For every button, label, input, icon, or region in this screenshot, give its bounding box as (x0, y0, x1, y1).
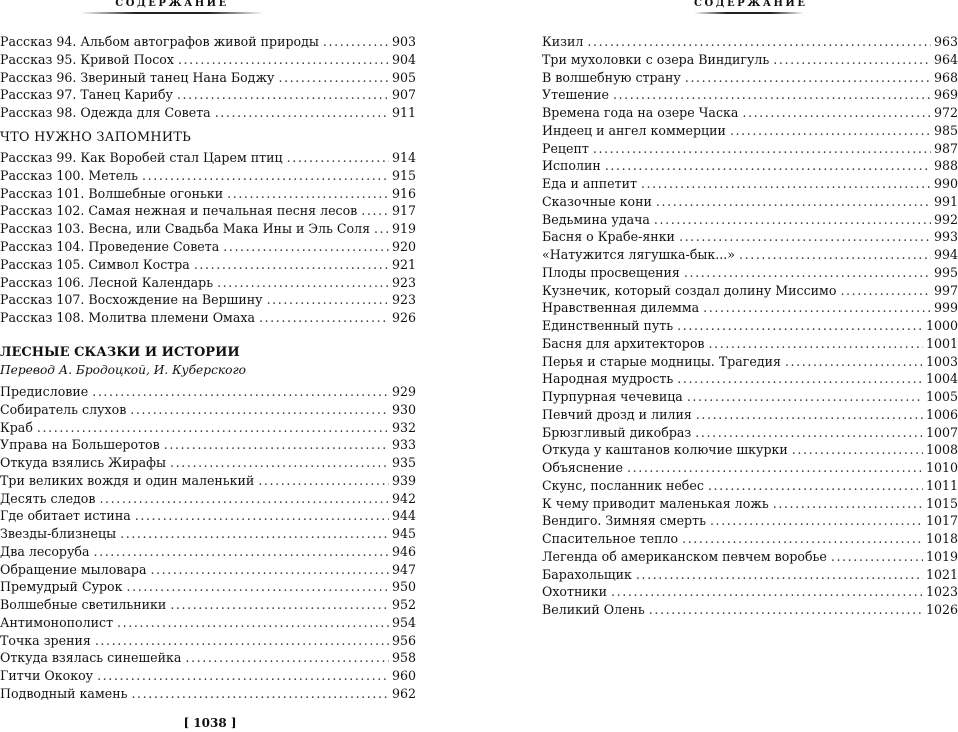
dot-leader (97, 667, 389, 685)
toc-entry (542, 228, 958, 246)
toc-entry-page: 904 (391, 52, 416, 67)
toc-entry (0, 667, 416, 685)
toc-entry-page: 930 (391, 402, 416, 417)
running-head-rule (694, 12, 804, 14)
toc-entry-title: Барахольщик (542, 567, 632, 582)
dot-leader (92, 383, 389, 401)
toc-entry-page: 960 (391, 668, 416, 683)
toc-entry-title: Певчий дрозд и лилия (542, 407, 692, 422)
toc-entry (542, 264, 958, 282)
toc-entry-title: Легенда об американском певчем воробье (542, 549, 827, 564)
toc-entry-page: 911 (391, 105, 416, 120)
dot-leader (613, 86, 931, 104)
toc-entry (0, 525, 416, 543)
toc-entry (542, 512, 958, 530)
dot-leader (287, 149, 389, 167)
toc-entry (0, 561, 416, 579)
dot-leader (170, 454, 389, 472)
toc-entry (542, 33, 958, 51)
toc-entry-title: Рассказ 100. Метель (0, 168, 139, 183)
toc-entry-title: К чему приводит маленькая ложь (542, 496, 769, 511)
dot-leader (710, 512, 923, 530)
dot-leader (131, 685, 389, 703)
toc-entry (542, 566, 958, 584)
toc-entry-page: 954 (391, 615, 416, 630)
toc-entry-page: 1005 (925, 389, 958, 404)
toc-entry-page: 1011 (925, 478, 958, 493)
toc-entry-page: 1019 (925, 549, 958, 564)
dot-leader (94, 543, 389, 561)
toc-entry-title: Управа на Большеротов (0, 437, 160, 452)
toc-entry-title: Кизил (542, 34, 584, 49)
toc-entry-page: 939 (391, 473, 416, 488)
dot-leader (687, 388, 923, 406)
toc-entry-page: 993 (933, 229, 958, 244)
toc-entry-title: Где обитает истина (0, 508, 131, 523)
toc-entry-page: 917 (391, 203, 416, 218)
toc-entry-page: 1018 (925, 531, 958, 546)
toc-entry (542, 424, 958, 442)
toc-entry-page: 915 (391, 168, 416, 183)
dot-leader (703, 299, 931, 317)
toc-entry-title: Десять следов (0, 491, 96, 506)
toc-entry-title: Перья и старые модницы. Трагедия (542, 354, 781, 369)
dot-leader (361, 202, 389, 220)
dot-leader (627, 459, 923, 477)
toc-entry (0, 238, 416, 256)
toc-entry (0, 383, 416, 401)
toc-entry-title: Брюзгливый дикобраз (542, 425, 692, 440)
toc-entry (542, 353, 958, 371)
dot-leader (120, 525, 389, 543)
toc-entry-title: Предисловие (0, 384, 89, 399)
toc-entry (0, 202, 416, 220)
toc-entry (542, 246, 958, 264)
dot-leader (649, 601, 923, 619)
toc-entry-title: Народная мудрость (542, 371, 674, 386)
toc-entry-page: 1001 (925, 336, 958, 351)
dot-leader (654, 211, 931, 229)
toc-entry-page: 964 (933, 52, 958, 67)
toc-entry (542, 157, 958, 175)
toc-entry-title: Исполин (542, 158, 601, 173)
toc-entry (542, 86, 958, 104)
toc-entry-title: Краб (0, 420, 33, 435)
dot-leader (611, 583, 923, 601)
dot-leader (177, 86, 389, 104)
book-heading: ЛЕСНЫЕ СКАЗКИ И ИСТОРИИ (0, 345, 240, 360)
toc-entry-title: Великий Олень (542, 602, 645, 617)
toc-entry-title: Охотники (542, 584, 608, 599)
toc-entry-page: 969 (933, 87, 958, 102)
toc-entry-title: Басня для архитекторов (542, 336, 705, 351)
toc-entry-page: 945 (391, 526, 416, 541)
toc-entry-page: 999 (933, 300, 958, 315)
toc-entry-title: Волшебные светильники (0, 597, 167, 612)
toc-entry (0, 578, 416, 596)
translator-credit: Перевод А. Бродоцкой, И. Куберского (0, 363, 247, 377)
toc-entry-title: Рассказ 107. Восхождение на Вершину (0, 292, 263, 307)
toc-entry (0, 596, 416, 614)
toc-entry (0, 507, 416, 525)
toc-entry-page: 946 (391, 544, 416, 559)
dot-leader (641, 175, 931, 193)
toc-entry-page: 963 (933, 34, 958, 49)
toc-entry (0, 454, 416, 472)
toc-entry-title: Рассказ 99. Как Воробей стал Царем птиц (0, 150, 283, 165)
dot-leader (227, 185, 389, 203)
dot-leader (605, 157, 931, 175)
toc-entry-page: 916 (391, 186, 416, 201)
dot-leader (95, 632, 389, 650)
toc-entry (0, 649, 416, 667)
toc-entry (0, 220, 416, 238)
running-head-rule (80, 12, 264, 14)
toc-entry-title: Рассказ 102. Самая нежная и печальная песня лесов (0, 203, 358, 218)
dot-leader (223, 238, 389, 256)
toc-entry (542, 601, 958, 619)
dot-leader (164, 436, 389, 454)
dot-leader (150, 561, 389, 579)
toc-entry-page: 987 (933, 141, 958, 156)
toc-entry-page: 1023 (925, 584, 958, 599)
toc-entry-title: Вендиго. Зимняя смерть (542, 513, 706, 528)
toc-entry (542, 211, 958, 229)
toc-entry-page: 952 (391, 597, 416, 612)
dot-leader (785, 353, 923, 371)
toc-entry (0, 436, 416, 454)
toc-entry-page: 914 (391, 150, 416, 165)
dot-leader (323, 33, 389, 51)
running-head-left (80, 0, 264, 14)
dot-leader (267, 291, 389, 309)
dot-leader (773, 51, 931, 69)
dot-leader (682, 530, 923, 548)
toc-entry-title: Три великих вождя и один маленький (0, 473, 255, 488)
toc-entry-page: 947 (391, 562, 416, 577)
toc-entry (0, 256, 416, 274)
toc-entry-title: Рассказ 97. Танец Карибу (0, 87, 173, 102)
toc-entry-title: Времена года на озере Часка (542, 105, 739, 120)
dot-leader (831, 548, 923, 566)
toc-entry-title: Обращение мыловара (0, 562, 147, 577)
toc-entry-title: Рассказ 95. Кривой Посох (0, 52, 174, 67)
toc-entry-page: 1021 (925, 567, 958, 582)
dot-leader (258, 472, 389, 490)
toc-entry-page: 935 (391, 455, 416, 470)
dot-leader (215, 104, 389, 122)
toc-entry-title: Собиратель слухов (0, 402, 127, 417)
toc-entry-page: 1007 (925, 425, 958, 440)
toc-entry (542, 441, 958, 459)
dot-leader (130, 401, 389, 419)
toc-entry-title: Кузнечик, который создал долину Миссимо (542, 283, 837, 298)
running-head-right (694, 0, 808, 14)
toc-entry-title: Ведьмина удача (542, 212, 650, 227)
toc-entry (0, 685, 416, 703)
toc-entry-title: Три мухоловки с озера Виндигуль (542, 52, 770, 67)
toc-entry-title: Гитчи Ококоу (0, 668, 94, 683)
toc-entry (542, 370, 958, 388)
toc-entry (542, 317, 958, 335)
section-heading: ЧТО НУЖНО ЗАПОМНИТЬ (0, 130, 192, 145)
dot-leader (685, 69, 931, 87)
toc-entry (542, 530, 958, 548)
toc-entry (0, 104, 416, 122)
dot-leader (792, 441, 923, 459)
toc-entry-title: Басня о Крабе-янки (542, 229, 675, 244)
toc-entry (542, 104, 958, 122)
toc-entry-title: Премудрый Сурок (0, 579, 123, 594)
toc-entry (0, 490, 416, 508)
toc-entry-page: 1006 (925, 407, 958, 422)
dot-leader (135, 507, 389, 525)
toc-entry (0, 632, 416, 650)
dot-leader (709, 335, 923, 353)
toc-entry-page: 907 (391, 87, 416, 102)
toc-entry (542, 335, 958, 353)
toc-entry-page: 985 (933, 123, 958, 138)
toc-entry-title: Пурпурная чечевица (542, 389, 683, 404)
toc-entry (0, 33, 416, 51)
toc-entry-page: 905 (391, 70, 416, 85)
toc-entry (542, 495, 958, 513)
toc-entry (542, 122, 958, 140)
toc-entry-page: 991 (933, 194, 958, 209)
dot-leader (677, 317, 923, 335)
toc-entry-title: Рассказ 106. Лесной Календарь (0, 275, 214, 290)
toc-entry (542, 193, 958, 211)
toc-entry-page: 926 (391, 310, 416, 325)
toc-entry-page: 921 (391, 257, 416, 272)
toc-entry (0, 149, 416, 167)
toc-entry-title: Рассказ 105. Символ Костра (0, 257, 190, 272)
toc-entry-page: 1026 (925, 602, 958, 617)
toc-entry (542, 175, 958, 193)
toc-entry-title: Нравственная дилемма (542, 300, 700, 315)
dot-leader (217, 274, 389, 292)
toc-entry-page: 962 (391, 686, 416, 701)
toc-entry-title: Подводный камень (0, 686, 128, 701)
dot-leader (696, 406, 923, 424)
toc-entry-page: 903 (391, 34, 416, 49)
dot-leader (185, 649, 389, 667)
toc-entry-page: 923 (391, 292, 416, 307)
toc-entry-page: 958 (391, 650, 416, 665)
toc-entry-title: Откуда взялись Жирафы (0, 455, 167, 470)
dot-leader (730, 122, 931, 140)
toc-entry (542, 583, 958, 601)
dot-leader (656, 193, 931, 211)
toc-entry-title: В волшебную страну (542, 70, 681, 85)
dot-leader (178, 51, 389, 69)
toc-entry-page: 932 (391, 420, 416, 435)
toc-entry-page: 1017 (925, 513, 958, 528)
toc-entry-page: 920 (391, 239, 416, 254)
toc-entry-page: 1000 (925, 318, 958, 333)
toc-entry-page: 1004 (925, 371, 958, 386)
toc-entry-title: Индеец и ангел коммерции (542, 123, 726, 138)
toc-entry (0, 309, 416, 327)
dot-leader (636, 566, 923, 584)
toc-entry-page: 1015 (925, 496, 958, 511)
toc-entry-title: Рассказ 94. Альбом автографов живой природы (0, 34, 319, 49)
toc-entry (0, 274, 416, 292)
toc-entry-title: Рассказ 98. Одежда для Совета (0, 105, 211, 120)
toc-entry-title: Два лесоруба (0, 544, 90, 559)
toc-entry (0, 185, 416, 203)
toc-entry-title: Рассказ 104. Проведение Совета (0, 239, 220, 254)
toc-entry (0, 419, 416, 437)
dot-leader (142, 167, 389, 185)
toc-entry-title: Откуда у каштанов колючие шкурки (542, 442, 788, 457)
toc-entry-page: 950 (391, 579, 416, 594)
toc-entry-page: 1010 (925, 460, 958, 475)
toc-entry-title: Точка зрения (0, 633, 91, 648)
toc-entry (0, 543, 416, 561)
dot-leader (374, 220, 389, 238)
toc-entry-page: 994 (933, 247, 958, 262)
toc-entry-page: 972 (933, 105, 958, 120)
dot-leader (37, 419, 389, 437)
dot-leader (742, 104, 931, 122)
toc-entry-title: «Натужится лягушка-бык...» (542, 247, 736, 262)
dot-leader (677, 370, 923, 388)
toc-entry-title: Рассказ 108. Молитва племени Омаха (0, 310, 255, 325)
toc-entry-title: Скунс, посланник небес (542, 478, 704, 493)
toc-entry (542, 299, 958, 317)
toc-entry (0, 614, 416, 632)
dot-leader (170, 596, 389, 614)
toc-entry-page: 995 (933, 265, 958, 280)
running-head-text: СОДЕРЖАНИЕ (115, 0, 229, 9)
toc-entry (0, 291, 416, 309)
toc-entry-title: Утешение (542, 87, 609, 102)
toc-entry-page: 929 (391, 384, 416, 399)
toc-entry-title: Антимонополист (0, 615, 114, 630)
toc-entry (542, 406, 958, 424)
toc-entry (542, 282, 958, 300)
toc-entry-title: Единственный путь (542, 318, 674, 333)
toc-entry-title: Звезды-близнецы (0, 526, 117, 541)
dot-leader (127, 578, 389, 596)
toc-entry (542, 459, 958, 477)
toc-entry (0, 167, 416, 185)
toc-entry-page: 933 (391, 437, 416, 452)
toc-entry (0, 51, 416, 69)
toc-entry-title: Откуда взялась синешейка (0, 650, 182, 665)
dot-leader (739, 246, 931, 264)
toc-entry-page: 1008 (925, 442, 958, 457)
dot-leader (695, 424, 923, 442)
toc-entry (542, 140, 958, 158)
toc-entry (0, 401, 416, 419)
toc-entry (542, 69, 958, 87)
toc-entry-page: 968 (933, 70, 958, 85)
running-head-text: СОДЕРЖАНИЕ (694, 0, 808, 9)
toc-entry (542, 477, 958, 495)
toc-entry-title: Рассказ 103. Весна, или Свадьба Мака Ины и Эль Соля (0, 221, 371, 236)
toc-entry-title: Объяснение (542, 460, 624, 475)
toc-entry-page: 992 (933, 212, 958, 227)
toc-entry-page: 988 (933, 158, 958, 173)
page-number: [ 1038 ] (183, 716, 237, 730)
dot-leader (593, 140, 931, 158)
toc-entry-title: Плоды просвещения (542, 265, 680, 280)
toc-entry-title: Сказочные кони (542, 194, 652, 209)
left-page (0, 0, 418, 731)
dot-leader (259, 309, 389, 327)
toc-entry-page: 997 (933, 283, 958, 298)
right-page (542, 0, 958, 731)
dot-leader (773, 495, 923, 513)
dot-leader (99, 490, 389, 508)
toc-entry-title: Рассказ 101. Волшебные огоньки (0, 186, 224, 201)
dot-leader (587, 33, 931, 51)
dot-leader (708, 477, 923, 495)
toc-entry (0, 472, 416, 490)
toc-entry-page: 1003 (925, 354, 958, 369)
toc-entry-page: 990 (933, 176, 958, 191)
toc-entry-page: 944 (391, 508, 416, 523)
dot-leader (117, 614, 389, 632)
toc-entry (0, 69, 416, 87)
dot-leader (194, 256, 389, 274)
toc-entry (542, 388, 958, 406)
toc-entry-title: Рассказ 96. Звериный танец Нана Боджу (0, 70, 275, 85)
dot-leader (684, 264, 931, 282)
toc-entry-page: 942 (391, 491, 416, 506)
dot-leader (278, 69, 389, 87)
toc-entry-title: Спасительное тепло (542, 531, 679, 546)
dot-leader (840, 282, 931, 300)
toc-entry-title: Еда и аппетит (542, 176, 637, 191)
toc-entry (542, 51, 958, 69)
toc-entry (542, 548, 958, 566)
toc-entry-page: 956 (391, 633, 416, 648)
toc-entry-page: 923 (391, 275, 416, 290)
dot-leader (679, 228, 931, 246)
toc-entry (0, 86, 416, 104)
toc-entry-page: 919 (391, 221, 416, 236)
toc-entry-title: Рецепт (542, 141, 589, 156)
